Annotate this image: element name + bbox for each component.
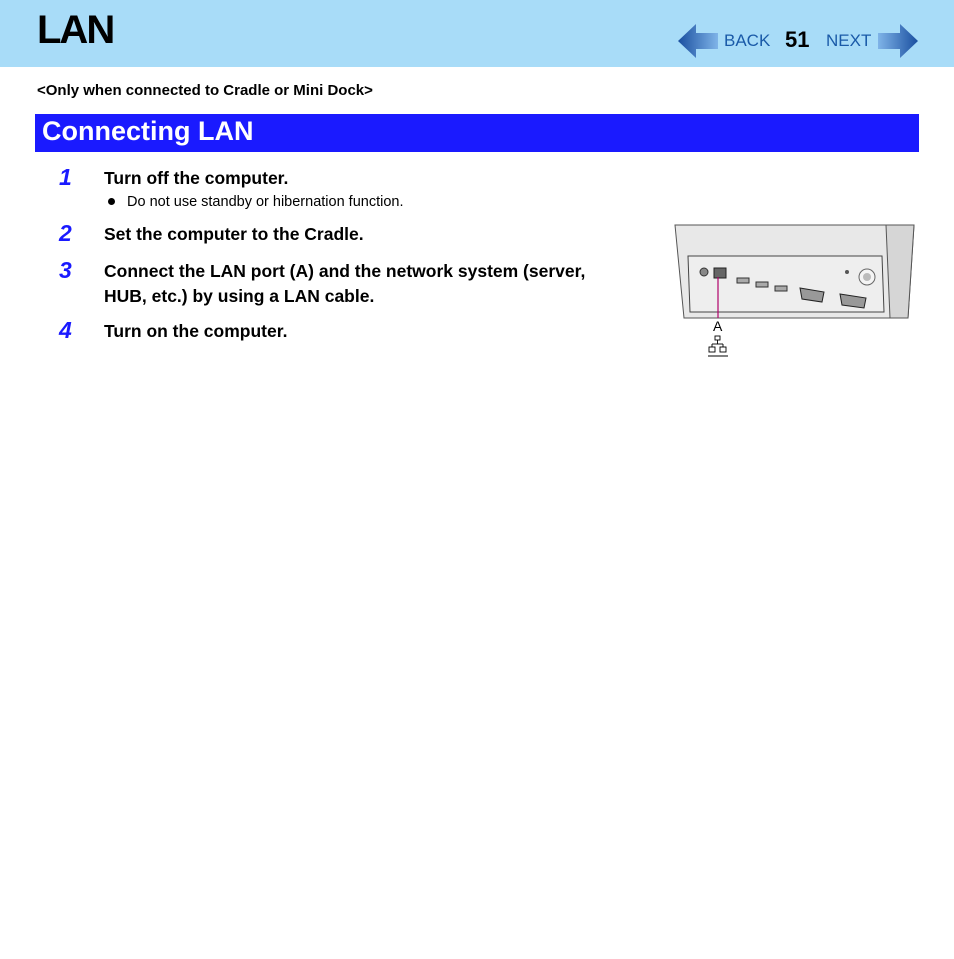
page-title: LAN bbox=[37, 8, 114, 52]
step-text-line: Connect the LAN port (A) and the network system (server, bbox=[104, 261, 586, 281]
lan-network-icon bbox=[708, 336, 728, 356]
step-number: 2 bbox=[59, 220, 72, 246]
next-arrow-icon[interactable] bbox=[876, 22, 920, 60]
cradle-rear-illustration bbox=[672, 222, 918, 362]
next-button[interactable]: NEXT bbox=[826, 31, 872, 50]
section-title: Connecting LAN bbox=[42, 116, 254, 146]
bullet-text: Do not use standby or hibernation function. bbox=[127, 194, 404, 210]
step-number: 4 bbox=[59, 317, 72, 343]
bullet-icon bbox=[108, 198, 115, 205]
step-number: 1 bbox=[59, 164, 72, 190]
step-text: Turn on the computer. bbox=[104, 321, 288, 341]
port-label-a: A bbox=[713, 318, 723, 334]
subtitle: <Only when connected to Cradle or Mini Dock> bbox=[37, 82, 373, 99]
back-button[interactable]: BACK bbox=[724, 31, 771, 50]
page-number: 51 bbox=[785, 27, 810, 52]
step-number: 3 bbox=[59, 257, 72, 283]
section-header bbox=[35, 114, 919, 152]
back-arrow-icon[interactable] bbox=[676, 22, 720, 60]
step-text: Turn off the computer. bbox=[104, 168, 289, 188]
page-header bbox=[0, 0, 954, 67]
step-text-line: HUB, etc.) by using a LAN cable. bbox=[104, 286, 375, 306]
step-text: Set the computer to the Cradle. bbox=[104, 224, 364, 244]
